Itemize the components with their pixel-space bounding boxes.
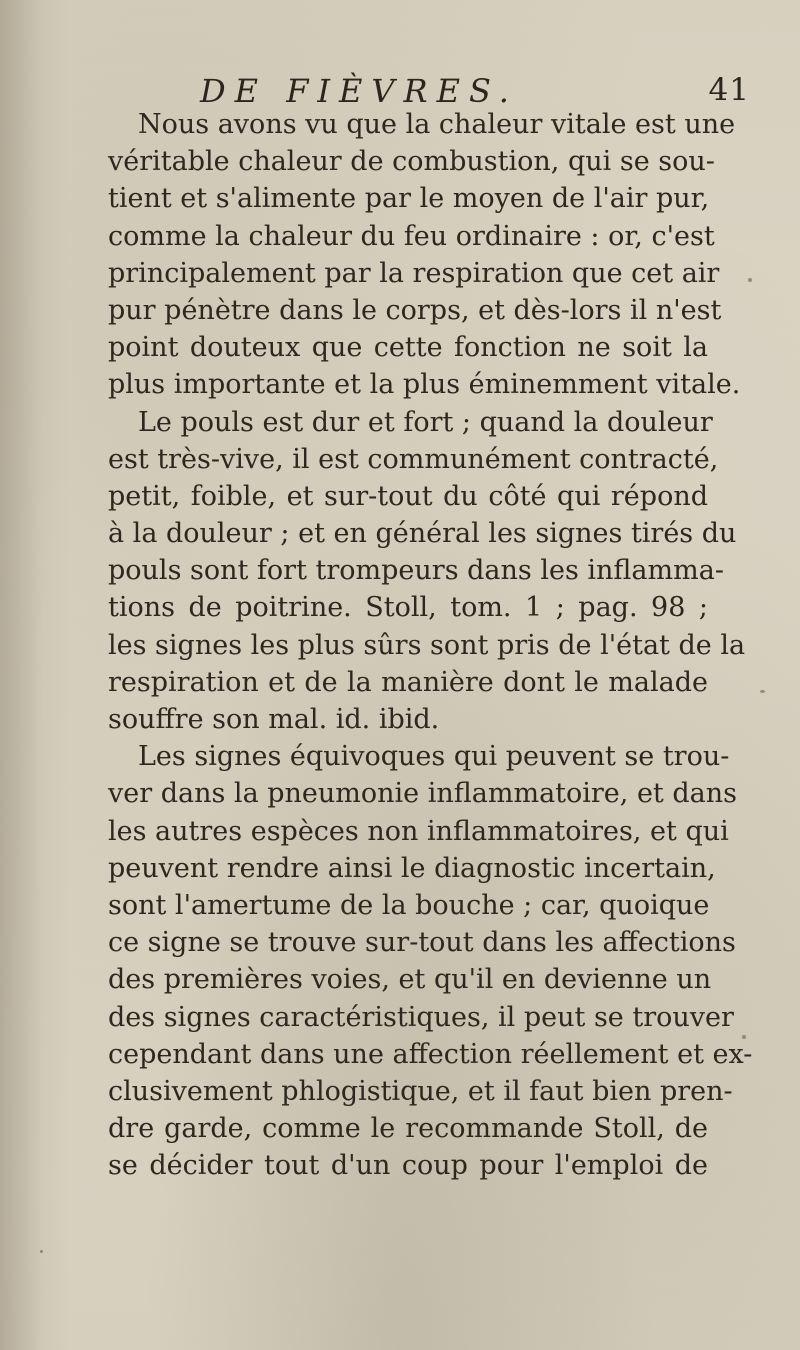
text-line: Les signes équivoques qui peuvent se trou- [138, 741, 730, 773]
text-line: cependant dans une affection réellement et ex- [108, 1038, 753, 1070]
page-number: 41 [708, 72, 750, 108]
text-line: peuvent rendre ainsi le diagnostic incertain, [108, 852, 716, 884]
paper-speck [40, 1250, 43, 1253]
page-gutter-shadow [0, 0, 70, 1350]
text-line: à la douleur ; et en général les signes tirés du [108, 518, 737, 550]
text-line: pur pénètre dans le corps, et dès-lors il n'est [108, 294, 722, 326]
text-line: petit, foible, et sur-tout du côté qui répond [108, 480, 708, 512]
text-line: tions de poitrine. Stoll, tom. 1 ; pag. 98 ; [108, 592, 708, 624]
text-line: point douteux que cette fonction ne soit la [108, 332, 708, 364]
text-line: clusivement phlogistique, et il faut bien pren- [108, 1075, 733, 1107]
text-line: principalement par la respiration que cet air [108, 257, 720, 289]
text-line: comme la chaleur du feu ordinaire : or, c'est [108, 220, 715, 252]
text-line: les autres espèces non inflammatoires, et qui [108, 815, 729, 847]
text-line: des signes caractéristiques, il peut se trouver [108, 1001, 734, 1033]
paper-speck [742, 1035, 746, 1039]
text-line: se décider tout d'un coup pour l'emploi de [108, 1150, 708, 1182]
paper-speck [760, 690, 765, 693]
text-line: tient et s'alimente par le moyen de l'air pur, [108, 183, 710, 215]
text-line: pouls sont fort trompeurs dans les inflamma- [108, 555, 724, 587]
text-line: les signes les plus sûrs sont pris de l'état de la [108, 629, 746, 661]
text-line: respiration et de la manière dont le malade [108, 666, 708, 698]
paper-speck [748, 278, 752, 282]
text-line: véritable chaleur de combustion, qui se sou- [108, 146, 715, 178]
text-line: ver dans la pneumonie inflammatoire, et dans [108, 778, 737, 810]
text-line: Le pouls est dur et fort ; quand la douleur [138, 406, 713, 438]
text-line: plus importante et la plus éminemment vitale. [108, 369, 741, 401]
text-line: des premières voies, et qu'il en devienne un [108, 964, 712, 996]
text-line: ce signe se trouve sur-tout dans les affections [108, 927, 736, 959]
text-line: dre garde, comme le recommande Stoll, de [108, 1113, 708, 1145]
text-line: Nous avons vu que la chaleur vitale est une [138, 109, 736, 140]
text-body [108, 106, 753, 1184]
running-title: DE FIÈVRES. [200, 72, 518, 110]
text-line: souffre son mal. id. ibid. [108, 704, 440, 735]
text-line: est très-vive, il est communément contracté, [108, 443, 719, 475]
text-line: sont l'amertume de la bouche ; car, quoique [108, 889, 710, 921]
